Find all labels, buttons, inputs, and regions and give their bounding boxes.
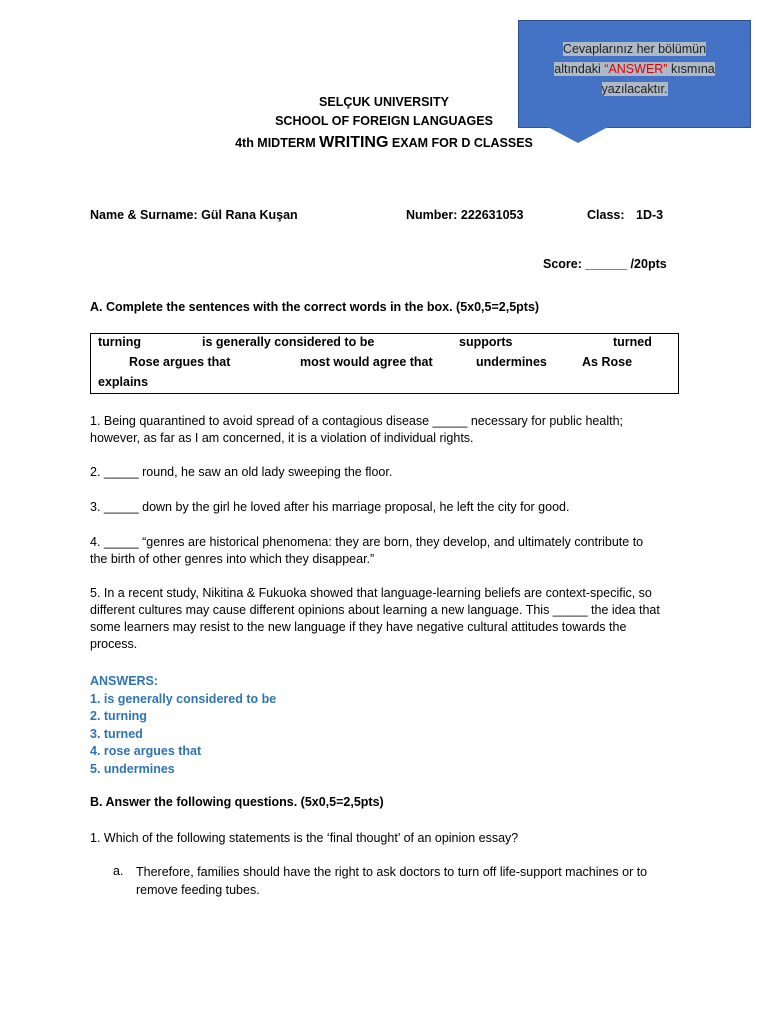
question-a5: [90, 585, 680, 653]
word-supports: supports: [459, 335, 513, 349]
student-number: Number: 222631053: [406, 208, 524, 222]
question-a1: [90, 413, 680, 447]
exam-title: [0, 134, 768, 152]
question-b1: 1. Which of the following statements is the ‘final thought’ of an opinion essay?: [90, 831, 519, 845]
class-value: 1D-3: [636, 208, 664, 222]
section-b-title: B. Answer the following questions. (5x0,5=2,5pts): [90, 795, 384, 809]
word-most-would-agree: most would agree that: [300, 355, 433, 369]
word-is-generally-considered: is generally considered to be: [202, 335, 375, 349]
callout-line-2-prefix: altındaki: [554, 62, 605, 76]
question-a5-line1: 5. In a recent study, Nikitina & Fukuoka showed that language-learning beliefs are context-specific, so: [90, 586, 652, 600]
answer-1: 1. is generally considered to be: [90, 691, 277, 706]
school-title: SCHOOL OF FOREIGN LANGUAGES: [275, 114, 493, 128]
callout-line-2-suffix: kısmına: [667, 62, 715, 76]
university-title: SELÇUK UNIVERSITY: [319, 95, 449, 109]
word-turning: turning: [98, 335, 142, 349]
option-a-line2: remove feeding tubes.: [136, 882, 260, 897]
question-a1-line1: 1. Being quarantined to avoid spread of a contagious disease _____ necessary for public health;: [90, 414, 624, 428]
question-a5-line4: process.: [90, 637, 138, 651]
answer-2: 2. turning: [90, 709, 147, 723]
option-a-text: [136, 864, 676, 899]
answer-3: 3. turned: [90, 726, 143, 741]
question-a5-line2: different cultures may cause different opinions about learning a new language. This _____ the idea that: [90, 603, 660, 617]
question-a4-line1: 4. _____ “genres are historical phenomena: they are born, they develop, and ultimately contribute to: [90, 535, 644, 549]
instruction-callout: [518, 20, 751, 128]
word-as-rose: As Rose: [582, 355, 633, 369]
word-rose-argues: Rose argues that: [129, 355, 231, 369]
exam-title-prefix: 4th MIDTERM: [235, 136, 320, 150]
question-a4: [90, 534, 680, 568]
question-a3: 3. _____ down by the girl he loved after his marriage proposal, he left the city for good.: [90, 500, 570, 514]
question-a2: 2. _____ round, he saw an old lady sweeping the floor.: [90, 465, 393, 479]
callout-answer-word: “ANSWER”: [604, 62, 668, 76]
word-turned: turned: [613, 335, 652, 349]
word-box: [90, 333, 679, 394]
answers-title: ANSWERS:: [90, 674, 159, 688]
callout-text: [519, 39, 750, 99]
option-a-line1: Therefore, families should have the right to ask doctors to turn off life-support machines or to: [136, 865, 648, 879]
answer-5: 5. undermines: [90, 761, 175, 776]
callout-line-1: Cevaplarınız her bölümün: [562, 42, 707, 56]
score: Score: ______ /20pts: [543, 257, 667, 271]
question-a4-line2: the birth of other genres into which they disappear.”: [90, 552, 375, 566]
option-a-label: a.: [113, 864, 124, 878]
exam-title-suffix: EXAM FOR D CLASSES: [388, 136, 533, 150]
class-label: Class:: [587, 208, 625, 222]
exam-title-writing: WRITING: [319, 134, 389, 151]
word-undermines: undermines: [476, 355, 547, 369]
name-surname: Name & Surname: Gül Rana Kuşan: [90, 208, 298, 222]
answers-block: [90, 673, 276, 778]
section-a-title: A. Complete the sentences with the correct words in the box. (5x0,5=2,5pts): [90, 300, 540, 314]
question-a1-line2: however, as far as I am concerned, it is a violation of individual rights.: [90, 431, 474, 445]
callout-line-3: yazılacaktır.: [601, 82, 668, 96]
word-explains: explains: [98, 375, 149, 389]
question-a5-line3: some learners may resist to the new language if they have negative cultural attitudes towards the: [90, 620, 627, 634]
answer-4: 4. rose argues that: [90, 744, 202, 758]
